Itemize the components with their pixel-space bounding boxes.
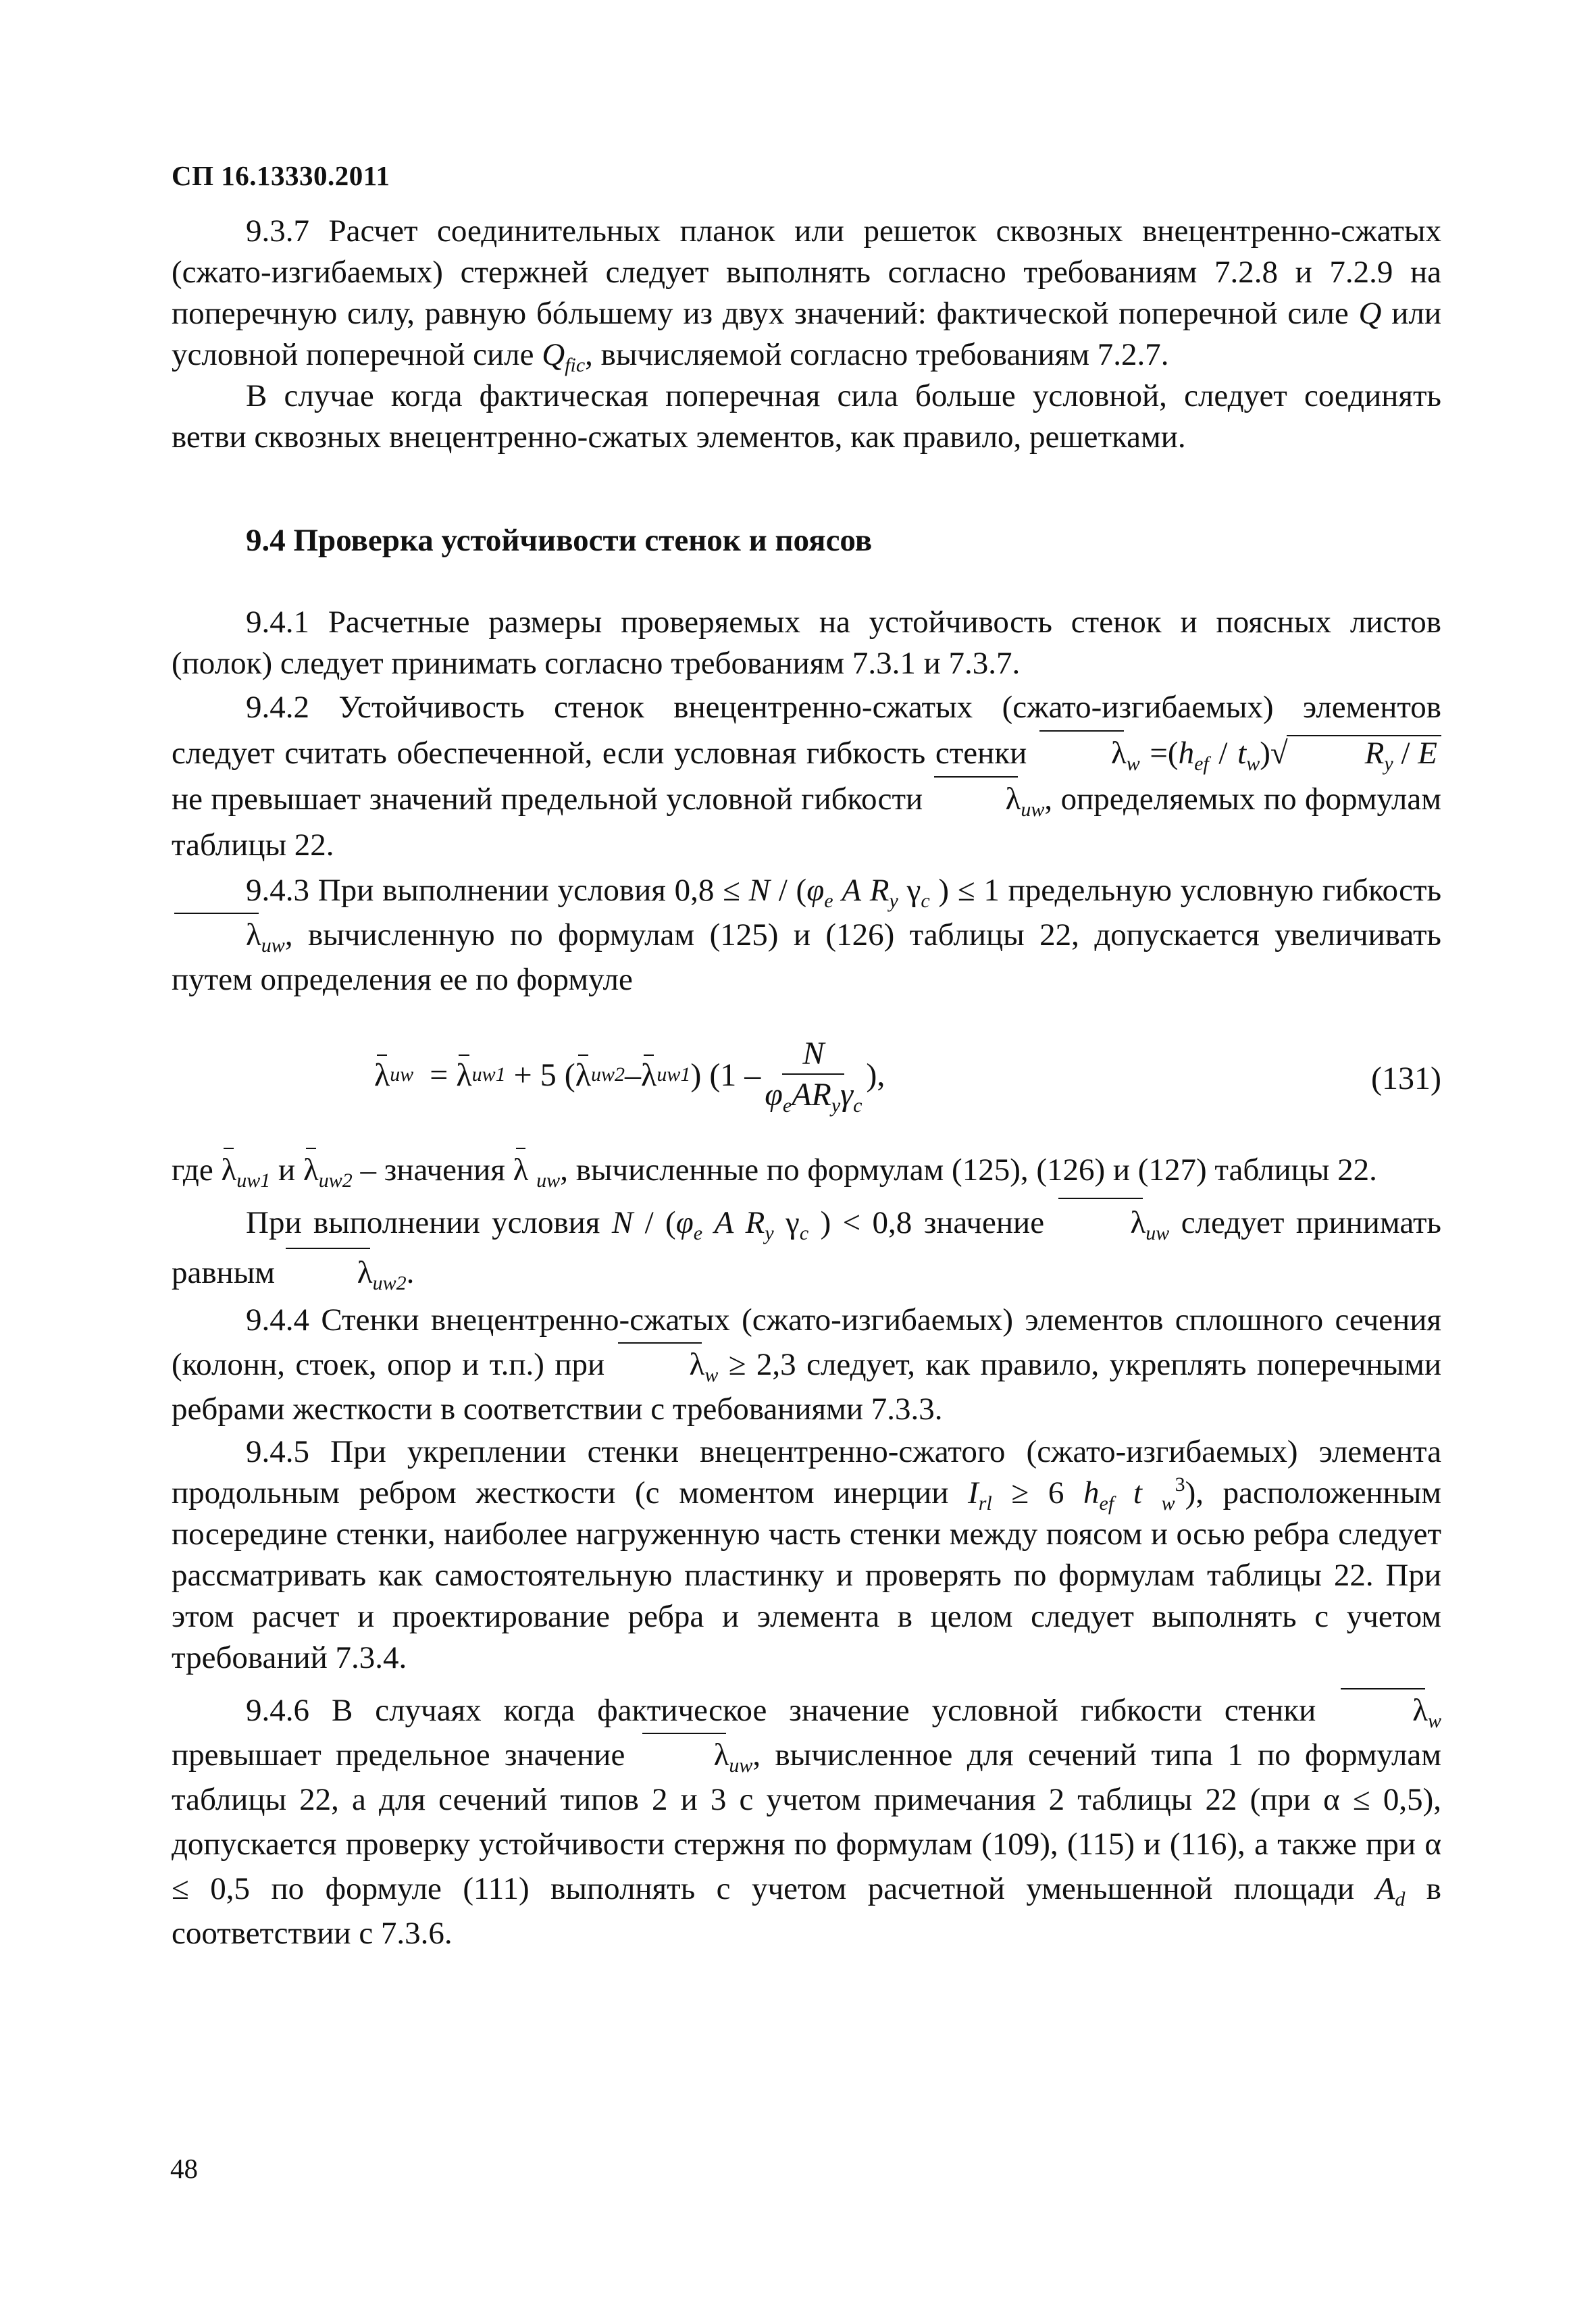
- paragraph-condition: При выполнении условия N / ($\varphi_e$ A $R_y$ $\gamma_c$ ) < 0,8 значение $\lambda_{uw}$ следует принимать равным $\lambda_{uw2}$.: [172, 1198, 1441, 1298]
- paragraph-9-4-3: 9.4.3 При выполнении условия $0,8 \le N / (\varphi_e$ A $R_y$ $\gamma_c$ ) ≤ 1 предельную условную гибкость $\lambda_{uw}$, вычисленную по формулам (125) и (126) таблицы 22, допускается увеличивать путем определения ее по формуле: [172, 873, 1442, 997]
- section-heading-9-4: 9.4 Проверка устойчивости стенок и поясов: [246, 523, 873, 558]
- formula-131: [172, 1021, 1441, 1136]
- paragraph-9-4-5: 9.4.5 При укреплении стенки внецентренно-сжатого (сжато-изгибаемых) элемента продольным ребром жесткости (с моментом инерции $I_{rl} \ge 6$ $h_{ef}$ t $_w^3$), расположенным посередине стенки, наиболее нагруженную часть стенки между поясом и осью ребра следует рассматривать как самостоятельную пластинку и проверять по формулам таблицы 22. При этом расчет и проектирование ребра и элемента в целом следует выполнять с учетом требований 7.3.4.: [172, 1434, 1442, 1675]
- formula-131-expression: λ uw = λ uw1 + 5 ( λ uw2 – λ uw1 ) (1 – $\frac{N}{\varphi_eAR_y\gamma_c}$ ),: [374, 1036, 885, 1117]
- paragraph-where: где $\lambda_{uw1}$ и $\lambda_{uw2}$ – значения λ $_{uw}$, вычисленные по формулам (125), (126) и (127) таблицы 22.: [172, 1148, 1441, 1192]
- formula-131-number: (131): [1371, 1061, 1441, 1096]
- paragraph-9-4-4: 9.4.4 Стенки внецентренно-сжатых (сжато-изгибаемых) элементов сплошного сечения (колонн, стоек, опор и т.п.) при $\lambda_w \ge 2,3$ следует, как правило, укреплять поперечными ребрами жесткости в соответствии с требованиями 7.3.3.: [172, 1302, 1441, 1427]
- page-content: [172, 211, 1441, 1956]
- formula-131-fraction: $\frac{N}{\varphi_eAR_y\gamma_c}$: [765, 1036, 863, 1117]
- paragraph-9-3-7-b: В случае когда фактическая поперечная сила больше условной, следует соединять ветви сквозных внецентренно-сжатых элементов, как правило, решетками.: [172, 378, 1441, 455]
- paragraph-9-4-1: 9.4.1 Расчетные размеры проверяемых на устойчивость стенок и поясных листов (полок) следует принимать согласно требованиям 7.3.1 и 7.3.7.: [172, 605, 1441, 681]
- paragraph-9-4-2: 9.4.2 Устойчивость стенок внецентренно-сжатых (сжато-изгибаемых) элементов следует считать обеспеченной, если условная гибкость стенки $\lambda_w =(h_{ef} / t_w)√$ $R_y$ / E не превышает значений предельной условной гибкости $\lambda_{uw}$, определяемых по формулам таблицы 22.: [172, 690, 1441, 863]
- paragraph-9-4-6: 9.4.6 В случаях когда фактическое значение условной гибкости стенки $\lambda_w$ превышает предельное значение $\lambda_{uw}$, вычисленное для сечений типа 1 по формулам таблицы 22, а для сечений типов 2 и 3 с учетом примечания 2 таблицы 22 (при α ≤ 0,5), допускается проверку устойчивости стержня по формулам (109), (115) и (116), а также при α ≤ 0,5 по формуле (111) выполнять с учетом расчетной уменьшенной площади $A_d$ в соответствии с 7.3.6.: [172, 1688, 1441, 1956]
- paragraph-9-3-7: 9.3.7 Расчет соединительных планок или решеток сквозных внецентренно-сжатых (сжато-изгибаемых) стержней следует выполнять согласно требованиям 7.2.8 и 7.2.9 на поперечную силу, равную бóльшему из двух значений: фактической поперечной силе Q или условной поперечной силе $Q_{fic}$, вычисляемой согласно требованиям 7.2.7.: [172, 213, 1442, 376]
- page-number: 48: [170, 2153, 198, 2184]
- document-code: СП 16.13330.2011: [172, 160, 390, 191]
